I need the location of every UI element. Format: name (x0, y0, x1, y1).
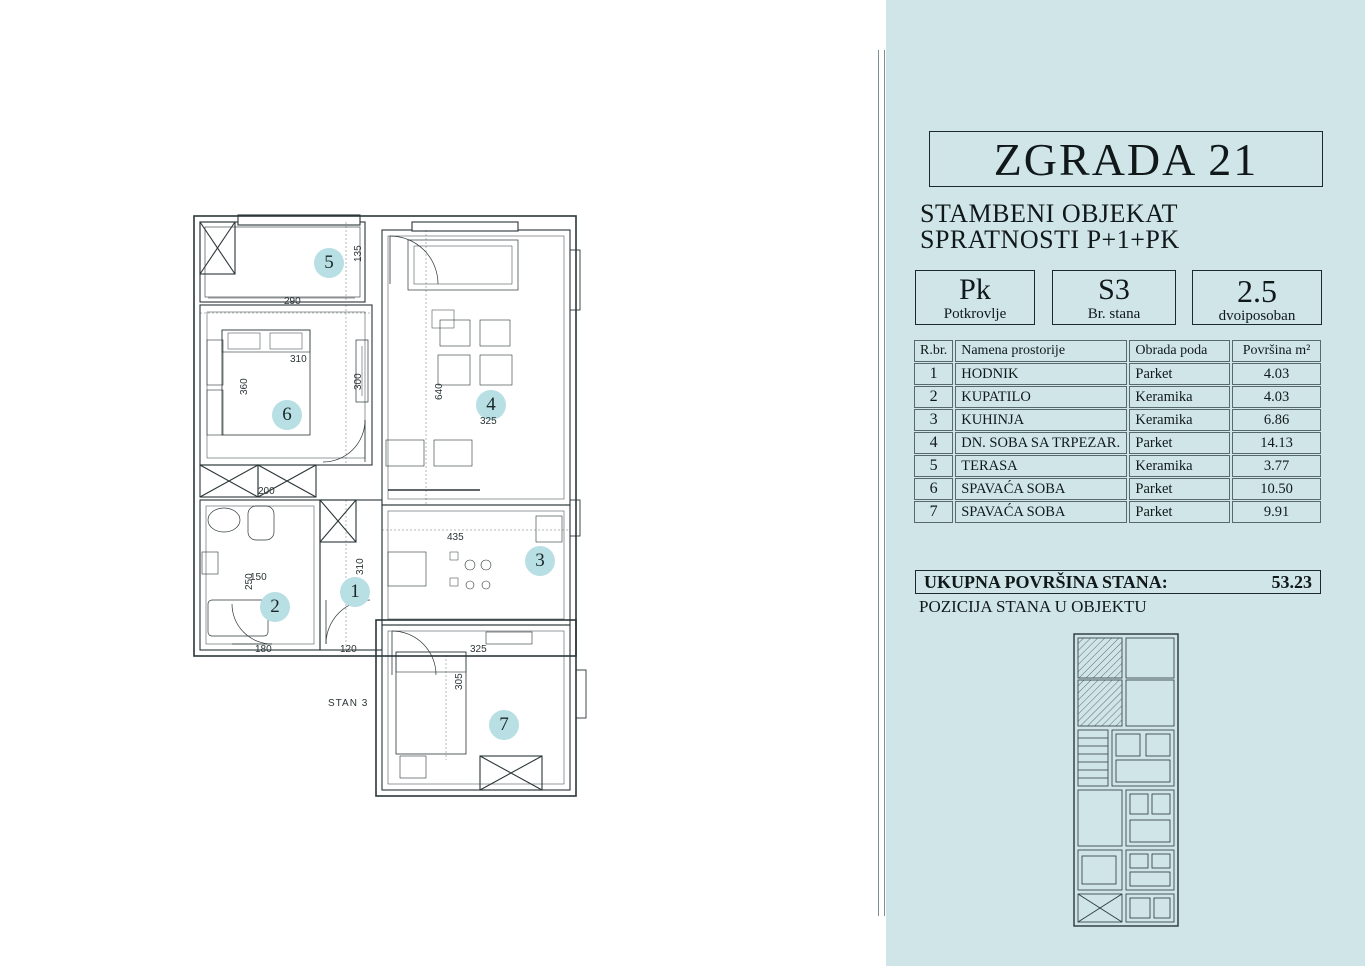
dimension-label: 150 (250, 572, 267, 583)
room-name: DN. SOBA SA TRPEZAR. (955, 432, 1127, 454)
dimension-label: 300 (353, 373, 364, 390)
dimension-label: 305 (454, 673, 465, 690)
badge-floor (915, 270, 1035, 325)
dimension-label: 360 (239, 378, 250, 395)
room-bubble-7: 7 (489, 710, 519, 740)
dimension-label: 250 (244, 573, 255, 590)
room-area: 9.91 (1232, 501, 1321, 523)
room-floor-finish: Keramika (1129, 455, 1230, 477)
room-area: 3.77 (1232, 455, 1321, 477)
table-row (914, 432, 1321, 454)
room-bubble-3: 3 (525, 546, 555, 576)
total-area-value: 53.23 (1271, 571, 1312, 592)
room-floor-finish: Parket (1129, 432, 1230, 454)
room-number: 6 (914, 478, 953, 500)
header-floor: Obrada poda (1129, 340, 1230, 362)
building-title: ZGRADA 21 (929, 131, 1323, 187)
dimension-label: 435 (447, 532, 464, 543)
badge-type (1192, 270, 1322, 325)
badge-unit-code: S3 (1098, 273, 1130, 306)
panel-divider-line-2 (884, 50, 885, 916)
room-bubble-4: 4 (476, 390, 506, 420)
table-header-row (914, 340, 1321, 362)
dimension-label: 310 (290, 354, 307, 365)
room-name: KUPATILO (955, 386, 1127, 408)
room-number: 7 (914, 501, 953, 523)
room-bubble-1: 1 (340, 577, 370, 607)
header-rbr: R.br. (914, 340, 953, 362)
dimension-label: 135 (353, 245, 364, 262)
panel-divider-line-1 (878, 50, 879, 916)
room-area: 4.03 (1232, 363, 1321, 385)
floor-plan-svg (150, 200, 670, 850)
badge-type-label: dvoiposoban (1218, 308, 1296, 324)
dimension-label: 325 (470, 644, 487, 655)
table-row (914, 478, 1321, 500)
badge-unit (1052, 270, 1176, 325)
building-subtitle-line2: SPRATNOSTI P+1+PK (920, 225, 1180, 254)
room-number: 2 (914, 386, 953, 408)
room-bubble-5: 5 (314, 248, 344, 278)
room-name: KUHINJA (955, 409, 1127, 431)
room-number: 4 (914, 432, 953, 454)
dimension-label: 120 (340, 644, 357, 655)
room-bubble-2: 2 (260, 592, 290, 622)
room-number: 3 (914, 409, 953, 431)
room-floor-finish: Keramika (1129, 386, 1230, 408)
badge-unit-label: Br. stana (1087, 306, 1141, 322)
mini-building-plan (1070, 630, 1182, 930)
room-name: SPAVAĆA SOBA (955, 478, 1127, 500)
room-area: 10.50 (1232, 478, 1321, 500)
dimension-label: 325 (480, 416, 497, 427)
room-bubble-6: 6 (272, 400, 302, 430)
table-row (914, 501, 1321, 523)
header-name: Namena prostorije (955, 340, 1127, 362)
room-number: 1 (914, 363, 953, 385)
total-area-label: UKUPNA POVRŠINA STANA: (924, 571, 1168, 592)
table-row (914, 409, 1321, 431)
room-area: 4.03 (1232, 386, 1321, 408)
room-floor-finish: Parket (1129, 478, 1230, 500)
room-floor-finish: Parket (1129, 363, 1230, 385)
room-floor-finish: Parket (1129, 501, 1230, 523)
stan-label: STAN 3 (328, 698, 369, 709)
floor-plan-drawing (150, 200, 670, 850)
room-name: HODNIK (955, 363, 1127, 385)
room-name: TERASA (955, 455, 1127, 477)
dimension-label: 290 (284, 296, 301, 307)
badge-floor-label: Potkrovlje (943, 306, 1007, 322)
room-number: 5 (914, 455, 953, 477)
building-subtitle-line1: STAMBENI OBJEKAT (920, 199, 1178, 228)
position-in-building-label: POZICIJA STANA U OBJEKTU (919, 597, 1147, 616)
badge-floor-code: Pk (959, 273, 991, 306)
room-floor-finish: Keramika (1129, 409, 1230, 431)
dimension-label: 310 (355, 558, 366, 575)
room-area: 6.86 (1232, 409, 1321, 431)
total-area-row (915, 570, 1321, 594)
room-area: 14.13 (1232, 432, 1321, 454)
header-area: Površina m² (1232, 340, 1321, 362)
dimension-label: 640 (434, 383, 445, 400)
dimension-label: 200 (258, 486, 275, 497)
mini-building-plan-svg (1070, 630, 1182, 930)
dimension-label: 180 (255, 644, 272, 655)
room-name: SPAVAĆA SOBA (955, 501, 1127, 523)
table-row (914, 363, 1321, 385)
room-schedule-table (912, 339, 1323, 524)
table-row (914, 386, 1321, 408)
badge-type-code: 2.5 (1237, 273, 1277, 309)
table-row (914, 455, 1321, 477)
